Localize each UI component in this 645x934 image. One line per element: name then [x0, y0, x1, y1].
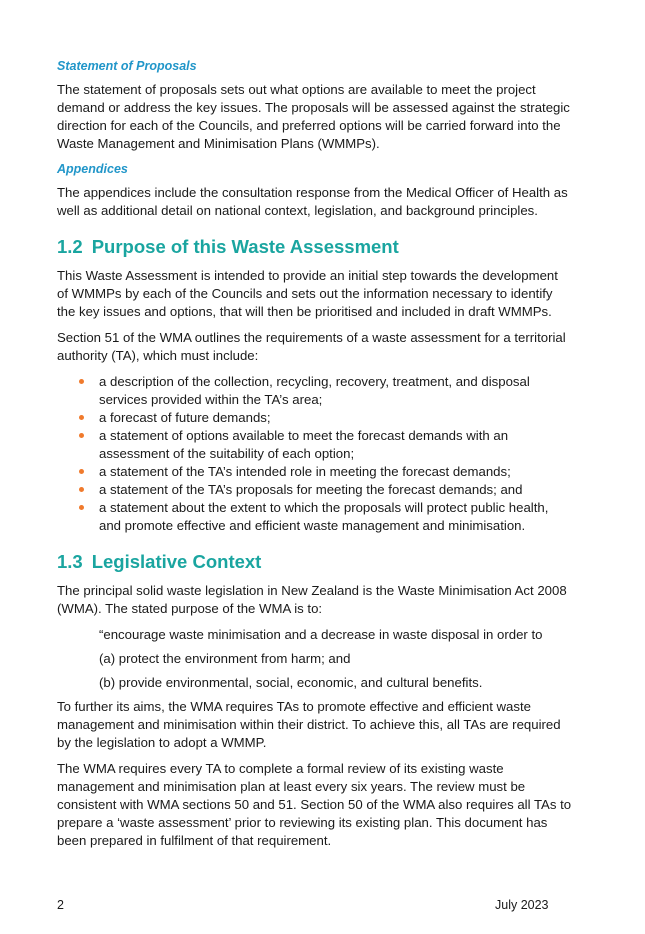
list-item: a description of the collection, recycling, recovery, treatment, and disposal services provided within the TA’s area;	[57, 373, 572, 409]
section-title: Legislative Context	[91, 551, 262, 572]
section-heading-purpose	[57, 236, 572, 258]
quote-line-1: “encourage waste minimisation and a decrease in waste disposal in order to	[99, 627, 543, 642]
subheading-statement-of-proposals: Statement of Proposals	[57, 59, 197, 73]
section-number: 1.2	[57, 236, 83, 257]
requirements-list	[57, 373, 572, 535]
footer-date: July 2023	[495, 898, 549, 912]
bullet-icon	[79, 505, 84, 510]
quote-line-3: (b) provide environmental, social, economic, and cultural benefits.	[99, 675, 483, 690]
paragraph-section-51: Section 51 of the WMA outlines the requirements of a waste assessment for a territorial authority (TA), which must include:	[57, 330, 566, 363]
section-title: Purpose of this Waste Assessment	[91, 236, 399, 257]
bullet-icon	[79, 433, 84, 438]
paragraph-wma-review: The WMA requires every TA to complete a formal review of its existing waste management and minimisation plan at least every six years. The review must be consistent with WMA sections 50 and 51. Section 50 of the WMA also requires all TAs to prepare a ‘waste assessment’ prior to reviewing its existing plan. This document has been prepared in fulfilment of that requirement.	[57, 761, 572, 848]
list-item: a forecast of future demands;	[57, 409, 572, 427]
paragraph-purpose-intro: This Waste Assessment is intended to provide an initial step towards the development of WMMPs by each of the Councils and sets out the information necessary to identify the key issues and options, that will then be prioritised and included in draft WMMPs.	[57, 268, 558, 319]
paragraph-wma-aims: To further its aims, the WMA requires TAs to promote effective and efficient waste management and minimisation within their district. To achieve this, all TAs are required by the legislation to adopt a WMMP.	[57, 699, 561, 750]
bullet-icon	[79, 379, 84, 384]
bullet-icon	[79, 469, 84, 474]
subheading-appendices: Appendices	[57, 162, 128, 176]
paragraph-statement-of-proposals: The statement of proposals sets out what options are available to meet the project demand or address the key issues. The proposals will be assessed against the strategic direction for each of the Councils, and preferred options will be carried forward into the Waste Management and Minimisation Plans (WMMPs).	[57, 82, 570, 151]
list-item: a statement of the TA’s proposals for meeting the forecast demands; and	[57, 481, 572, 499]
list-item: a statement of the TA’s intended role in meeting the forecast demands;	[57, 463, 572, 481]
list-item: a statement of options available to meet the forecast demands with an assessment of the suitability of each option;	[57, 427, 572, 463]
page-number: 2	[57, 898, 64, 912]
document-page	[57, 58, 572, 858]
bullet-icon	[79, 487, 84, 492]
paragraph-appendices: The appendices include the consultation response from the Medical Officer of Health as well as additional detail on national context, legislation, and background principles.	[57, 185, 568, 218]
paragraph-legislation-intro: The principal solid waste legislation in New Zealand is the Waste Minimisation Act 2008 (WMA). The stated purpose of the WMA is to:	[57, 583, 567, 616]
section-heading-legislative	[57, 551, 572, 573]
quote-line-2: (a) protect the environment from harm; and	[99, 651, 351, 666]
list-item: a statement about the extent to which the proposals will protect public health, and promote effective and efficient waste management and minimisation.	[57, 499, 572, 535]
section-number: 1.3	[57, 551, 83, 572]
bullet-icon	[79, 415, 84, 420]
